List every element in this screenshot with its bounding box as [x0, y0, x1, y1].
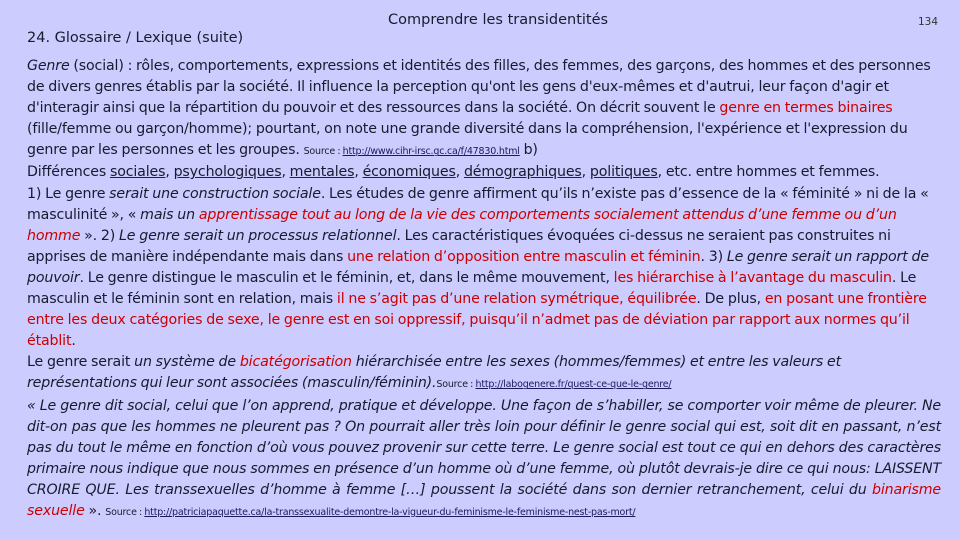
emphasis-text: bicatégorisation [239, 354, 352, 371]
source-link[interactable]: http://www.cihr-irsc.gc.ca/f/47830.html [342, 146, 520, 158]
term-genre: Genre [27, 58, 70, 74]
link-demographiques[interactable]: démographiques [463, 164, 582, 181]
paragraph-genre-definition [27, 56, 941, 162]
paragraph-genre-theories [27, 184, 941, 353]
link-sociales[interactable]: sociales [109, 164, 166, 181]
text: Le genre serait [27, 354, 135, 371]
emphasis-text: une relation d’opposition entre masculin et féminin [347, 248, 701, 265]
text: . Les caractéristiques évoquées ci-dessus ne seraient pas construites ni apprises de manière indépendante mais dans [27, 227, 891, 265]
italic-text: Le genre serait un processus relationnel [119, 227, 397, 244]
text: 1) Le genre [27, 185, 110, 202]
page-number: 134 [917, 16, 938, 28]
text: ». [84, 502, 106, 519]
source-label: Source : [436, 379, 476, 391]
emphasis-text: il ne s’agit pas d’une relation symétrique, équilibrée [336, 291, 697, 308]
italic-text: un système de [134, 354, 240, 371]
source-link[interactable]: http://patriciapaquette.ca/la-transsexualite-demontre-la-vigueur-du-feminisme-le-feminisme-nest-pas-mort/ [144, 506, 636, 518]
doc-title: Comprendre les transidentités [388, 12, 609, 28]
italic-text: Le genre serait un rapport de pouvoir [27, 248, 929, 286]
text: . [71, 333, 76, 350]
italic-text: hiérarchisée entre les sexes (hommes/femmes) et entre les valeurs et représentations qui leur sont associées (masculin/féminin). [27, 354, 842, 392]
paragraph-differences [27, 162, 941, 183]
italic-text: mais un [140, 206, 199, 223]
link-mentales[interactable]: mentales [289, 164, 355, 181]
text: (fille/femme ou garçon/homme); pourtant, on note une grande diversité dans la compréhension, l'expérience et l'expression du genre par les personnes et les groupes. [27, 121, 908, 159]
text: b) [519, 142, 538, 159]
source-label: Source : [303, 146, 343, 158]
separator: , [581, 164, 590, 181]
text: Différences [27, 164, 110, 181]
separator: , [165, 164, 174, 181]
separator: , [281, 164, 290, 181]
paragraph-bicategorisation [27, 352, 941, 395]
quote-text: « Le genre dit social, celui que l’on apprend, pratique et développe. Une façon de s’habiller, se comporter voir même de pleurer. Ne dit-on pas que les hommes ne pleurent pas ? On pourrait aller très loin pour définir le genre social qui est, soit dit en passant, n’est pas du tout le même en fonction d’où vous pouvez provenir sur cette terre. Le genre social est tout ce qui en dehors des caractères primaire nous indique que nous sommes en présence d’un homme où d’une femme, où plutôt devrais-je dire ce qui nous: LAISSENT CROIRE QUE. Les transsexuelles d’homme à femme […] poussent la société dans son dernier retranchement, celui du [27, 397, 941, 498]
section-title: 24. Glossaire / Lexique (suite) [27, 30, 244, 46]
link-economiques[interactable]: économiques [362, 164, 456, 181]
text: . Les études de genre affirment qu’ils n’existe pas d’essence de la « féminité » ni de la « masculinité », « [27, 185, 929, 223]
glossary-body [27, 56, 941, 523]
emphasis-text: binarisme sexuelle [27, 481, 941, 519]
text: (social) : rôles, comportements, expressions et identités des filles, des femmes, des garçons, des hommes et des personnes de divers genres établis par la société. Il influence la perception qu'ont les gens d'eux-mêmes et d'autrui, leur façon d'agir et d'interagir ainsi que la répartition du pouvoir et des ressources dans la société. On décrit souvent le [27, 58, 931, 117]
paragraph-quote [27, 396, 941, 524]
link-politiques[interactable]: politiques [589, 164, 658, 181]
italic-text: serait une construction sociale [109, 185, 321, 202]
text: ». 2) [80, 227, 120, 244]
separator: , [455, 164, 464, 181]
text: . 3) [700, 248, 727, 265]
text: . Le masculin et le féminin sont en relation, mais [27, 269, 917, 308]
source-label: Source : [105, 506, 145, 518]
source-link[interactable]: http://labogenere.fr/quest-ce-que-le-genre/ [475, 379, 672, 391]
text: , etc. entre hommes et femmes. [657, 164, 880, 181]
emphasis-text: les hiérarchise à l’avantage du masculin [613, 269, 892, 286]
text: . De plus, [696, 291, 765, 308]
separator: , [354, 164, 363, 181]
link-psychologiques[interactable]: psychologiques [173, 164, 282, 181]
text: . Le genre distingue le masculin et le féminin, et, dans le même mouvement, [79, 269, 614, 286]
emphasis-text: genre en termes binaires [719, 100, 893, 117]
emphasis-text: en posant une frontière entre les deux catégories de sexe, le genre est en soi oppressif, puisqu’il n’admet pas de déviation par rapport aux normes qu’il établit [27, 291, 927, 350]
emphasis-text: apprentissage tout au long de la vie des comportements socialement attendus d’une femme ou d’un homme [27, 206, 897, 244]
